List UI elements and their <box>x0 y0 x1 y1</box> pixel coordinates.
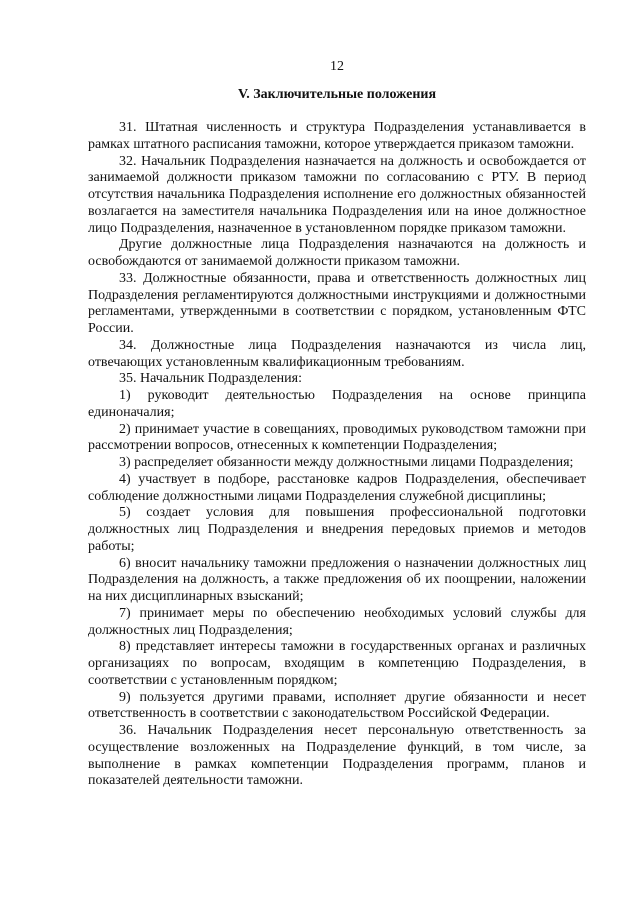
paragraph-32: 32. Начальник Подразделения назначается на должность и освобождается от занимаемой должности приказом таможни по согласованию с РТУ. В период отсутствия начальника Подразделения исполнение его должностных обязанностей возлагается на заместителя начальника Подразделения или на иное должностное лицо Подразделения, назначенное в установленном порядке приказом таможни. <box>88 153 586 236</box>
paragraph-32-other-officials: Другие должностные лица Подразделения назначаются на должность и освобождаются от занимаемой должности приказом таможни. <box>88 237 586 269</box>
list-item-35-1: 1) руководит деятельностью Подразделения на основе принципа единоначалия; <box>88 388 586 420</box>
list-item-35-7: 7) принимает меры по обеспечению необходимых условий службы для должностных лиц Подразделения; <box>88 605 586 638</box>
paragraph-33: 33. Должностные обязанности, права и ответственность должностных лиц Подразделения регламентируются должностными инструкциями и должностными регламентами, утвержденными в соответствии с порядком, установленным ФТС России. <box>88 270 586 336</box>
list-item-35-3: 3) распределяет обязанности между должностными лицами Подразделения; <box>119 455 574 470</box>
paragraph-31: 31. Штатная численность и структура Подразделения устанавливается в рамках штатного расписания таможни, которое утверждается приказом таможни. <box>88 120 586 152</box>
list-item-35-8: 8) представляет интересы таможни в государственных органах и различных организациях по вопросам, входящим в компетенцию Подразделения, в соответствии с установленным порядком; <box>88 639 586 688</box>
list-item-35-2: 2) принимает участие в совещаниях, проводимых руководством таможни при рассмотрении вопросов, отнесенных к компетенции Подразделения; <box>88 421 586 454</box>
section-title: V. Заключительные положения <box>237 87 437 102</box>
list-item-35-5: 5) создает условия для повышения профессиональной подготовки должностных лиц Подразделения и внедрения передовых приемов и методов работы; <box>88 505 586 554</box>
list-item-35-9: 9) пользуется другими правами, исполняет другие обязанности и несет ответственность в соответствии с законодательством Российской Федерации. <box>88 689 586 722</box>
list-item-35-4: 4) участвует в подборе, расстановке кадров Подразделения, обеспечивает соблюдение должностными лицами Подразделения служебной дисциплины; <box>88 471 586 504</box>
paragraph-35: 35. Начальник Подразделения: <box>119 371 302 387</box>
paragraph-34: 34. Должностные лица Подразделения назначаются из числа лиц, отвечающих установленным квалификационным требованиям. <box>88 337 586 370</box>
paragraph-36: 36. Начальник Подразделения несет персональную ответственность за осуществление возложенных на Подразделение функций, в том числе, за выполнение в рамках компетенции Подразделения программ, планов и показателей деятельности таможни. <box>88 723 586 789</box>
page-number: 12 <box>330 59 344 74</box>
list-item-35-6: 6) вносит начальнику таможни предложения о назначении должностных лиц Подразделения на должность, а также предложения об их поощрении, наложении на них дисциплинарных взысканий; <box>88 555 586 604</box>
